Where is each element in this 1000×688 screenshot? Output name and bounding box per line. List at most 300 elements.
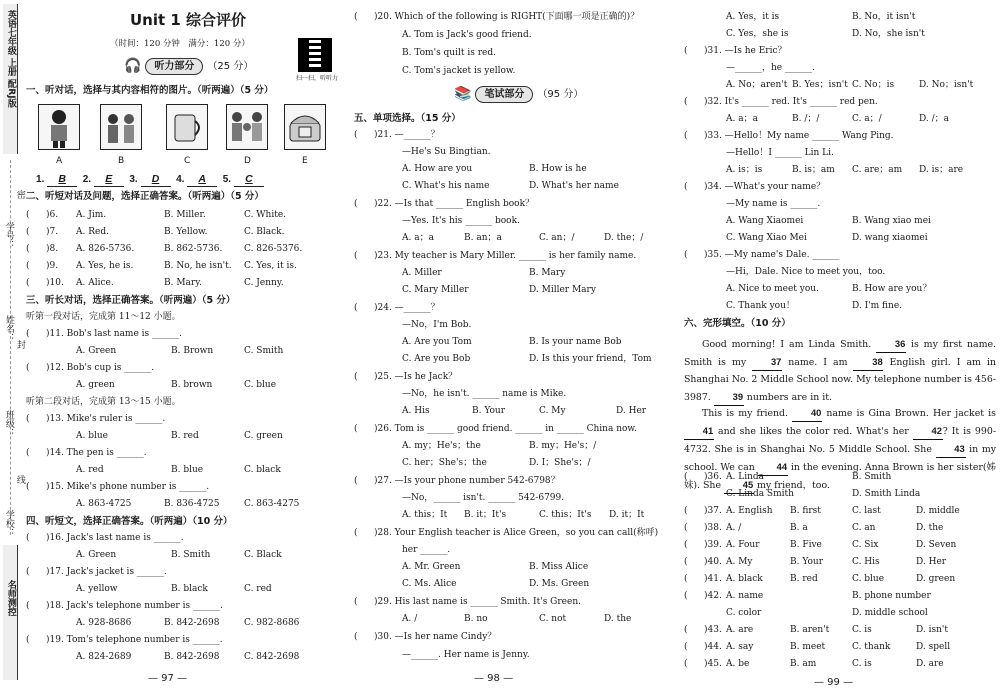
question-9: ( )9. [26, 261, 59, 271]
listening-badge [124, 58, 253, 75]
question-31-reply: —______，he ______. [726, 63, 815, 73]
headphones-icon: 🎧 [124, 57, 142, 74]
question-stem: )27. —Is your phone number 542-6798？ [374, 476, 560, 486]
question-number: )38. [704, 523, 722, 533]
question-number: )7. [46, 227, 59, 237]
option-a[interactable]: A. His [402, 406, 430, 416]
option-d[interactable]: D. is；are [919, 165, 964, 175]
question-37: ( )37. [684, 506, 722, 516]
blank-37[interactable]: 37 [752, 353, 782, 371]
question-40: ( )40. [684, 557, 722, 567]
option-a[interactable]: A. 826-5736. [76, 244, 135, 254]
question-stem: )16. Jack's last name is ______. [46, 533, 184, 543]
option-b[interactable]: B. Smith [171, 550, 211, 560]
page-number: — 98 — [474, 673, 514, 684]
question-stem: )33. —Hello！My name ______ Wang Ping. [704, 131, 894, 141]
option-b[interactable]: B. my；He's；/ [529, 441, 597, 451]
option-c[interactable]: C. 842-2698 [244, 652, 300, 662]
section-2-heading: 二、听短对话及问题，选择正确答案。（听两遍）（5 分） [26, 191, 264, 202]
option-a[interactable]: A. Green [76, 346, 117, 356]
time-line: （时间：120 分钟 满分：120 分） [110, 39, 250, 49]
option-a[interactable]: A. my；He's；the [402, 441, 481, 451]
seal-mark-1: 密 [14, 190, 25, 199]
question-22-reply: —Yes. It's his ______ book. [402, 216, 520, 226]
option-a[interactable]: A. is；is [726, 165, 763, 175]
option-d[interactable]: D. it；It [609, 510, 645, 520]
question-number: )39. [704, 540, 722, 550]
blank-38[interactable]: 38 [853, 353, 883, 371]
question-43: ( )43. [684, 625, 722, 635]
option-b[interactable]: B. Yes；isn't [792, 80, 848, 90]
option-c[interactable]: C. Smith [244, 346, 284, 356]
option-b[interactable]: B. Mary [529, 268, 566, 278]
question-18: ( )18. Jack's telephone number is ______. [26, 601, 223, 611]
question-stem: )28. Your English teacher is Alice Green，so you can call(称呼) [374, 528, 659, 538]
passage-text: ? It is 990-4732. She is in Shanghai No. 5 Middle School. She [684, 426, 996, 455]
option-b[interactable]: B. Miller. [164, 210, 206, 220]
option-a[interactable]: A. black [726, 574, 763, 584]
option-b[interactable]: B. is；am [792, 165, 835, 175]
field-school: 学校： [3, 510, 14, 537]
answer-number-3: 3. [129, 174, 138, 185]
page-number: — 97 — [148, 673, 188, 684]
question-44: ( )44. [684, 642, 722, 652]
blank-45[interactable]: 45 [724, 476, 754, 494]
section-4-heading: 四、听短文，选择正确答案。（听两遍）（10 分） [26, 516, 233, 527]
blank-44[interactable]: 44 [758, 458, 788, 476]
question-stem: )31. —Is he Eric？ [704, 46, 787, 56]
option-d[interactable]: D. I'm fine. [852, 301, 903, 311]
cloze-paragraph-1 [684, 335, 996, 406]
question-25-reply: —No，he isn't. ______ name is Mike. [402, 389, 567, 399]
question-stem: )29. His last name is ______ Smith. It's Green. [374, 597, 581, 607]
option-a[interactable]: A. Mr. Green [402, 562, 461, 572]
page-97 [26, 0, 339, 688]
question-stem: )30. —Is her name Cindy？ [374, 632, 497, 642]
picture-label-c: C [184, 156, 191, 166]
blank-40[interactable]: 40 [792, 404, 822, 422]
option-b[interactable]: B. 836-4725 [164, 499, 220, 509]
option-d[interactable]: D. the；/ [604, 233, 644, 243]
qr-code[interactable] [298, 38, 332, 72]
option-b[interactable]: B. Wang xiao mei [852, 216, 931, 226]
question-28: ( )28. Your English teacher is Alice Green，so you can call(称呼) [354, 528, 659, 538]
option-b[interactable]: B. aren't [790, 625, 830, 635]
option-d[interactable]: D. Seven [916, 540, 957, 550]
question-7: ( )7. [26, 227, 59, 237]
question-35: ( )35. —My name's Dale. ______ [684, 250, 840, 260]
option-b[interactable]: B. an；a [464, 233, 502, 243]
question-number: )40. [704, 557, 722, 567]
option-b[interactable]: B. How are you？ [852, 284, 932, 294]
option-d[interactable]: D. Smith Linda [852, 489, 921, 499]
qr-caption: 扫一扫，听听力 [296, 75, 339, 82]
option-b[interactable]: B. meet [790, 642, 826, 652]
answer-number-4: 4. [176, 174, 185, 185]
option-b[interactable]: B. Smith [852, 472, 892, 482]
option-a[interactable]: A. be [726, 659, 750, 669]
option-a[interactable]: A. / [726, 523, 742, 533]
option-c[interactable]: C. Yes，she is [726, 29, 789, 39]
blank-42[interactable]: 42 [913, 422, 943, 440]
picture-a-boy [38, 104, 80, 150]
option-d[interactable]: D. middle school [852, 608, 928, 618]
answer-4[interactable]: A [187, 174, 217, 187]
option-d[interactable]: D. Is this your friend，Tom [529, 354, 652, 364]
option-c[interactable]: C. Linda Smith [726, 489, 794, 499]
question-11: ( )11. Bob's last name is ______. [26, 329, 182, 339]
question-stem: )20. Which of the following is RIGHT(下面哪一项是正确的)？ [374, 12, 640, 22]
option-b[interactable]: B. red [790, 574, 818, 584]
option-d[interactable]: D. spell [916, 642, 951, 652]
page-98 [354, 0, 674, 688]
option-b[interactable]: B. Tom's quilt is red. [402, 48, 496, 58]
option-c[interactable]: C. Six [852, 540, 879, 550]
writing-label: 笔试部分 [475, 86, 533, 103]
option-c[interactable]: C. blue [244, 380, 277, 390]
option-c[interactable]: C. Black [244, 550, 282, 560]
question-22: ( )22. —Is that ______ English book？ [354, 199, 535, 209]
section-3-heading: 三、听长对话，选择正确答案。（听两遍）（5 分） [26, 295, 236, 306]
option-d[interactable]: D. green [916, 574, 956, 584]
blank-41[interactable]: 41 [684, 422, 714, 440]
page-number: — 99 — [814, 677, 854, 688]
option-c[interactable]: C. What's his name [402, 181, 490, 191]
passage-text: English girl. I am in Shanghai No. 2 Middle School now. My telephone number is 456-3987. [684, 357, 996, 403]
binding-sidebar [0, 0, 25, 688]
option-a[interactable]: A. Green [76, 550, 117, 560]
option-b[interactable]: B. Miss Alice [529, 562, 589, 572]
option-a[interactable]: A. a；a [402, 233, 434, 243]
option-c[interactable]: C. an；/ [539, 233, 575, 243]
question-17: ( )17. Jack's jacket is ______. [26, 567, 167, 577]
passage-text: and she likes the color red. What's her [714, 426, 913, 437]
option-a[interactable]: A. this；It [402, 510, 448, 520]
option-b[interactable]: B. No, he isn't. [164, 261, 232, 271]
option-a[interactable]: A. English [726, 506, 773, 516]
page-title: Unit 1 综合评价 [130, 11, 247, 29]
option-c[interactable]: C. blue [852, 574, 885, 584]
passage-text: name. I am [782, 357, 854, 368]
option-b[interactable]: B. 842-2698 [164, 618, 220, 628]
option-a[interactable]: A. / [402, 614, 418, 624]
option-b[interactable]: B. blue [171, 465, 204, 475]
option-c[interactable]: C. a；/ [852, 114, 882, 124]
option-d[interactable]: D. the [916, 523, 944, 533]
option-b[interactable]: B. Five [790, 540, 822, 550]
option-a[interactable]: A. My [726, 557, 753, 567]
option-b[interactable]: B. am [790, 659, 817, 669]
option-c[interactable]: C. 982-8686 [244, 618, 300, 628]
question-21: ( )21. —______？ [354, 130, 440, 140]
option-b[interactable]: B. /；/ [792, 114, 820, 124]
question-21-reply: —He's Su Bingtian. [402, 147, 491, 157]
option-d[interactable]: D. Miller Mary [529, 285, 596, 295]
question-stem: )15. Mike's phone number is ______. [46, 482, 210, 492]
option-d[interactable]: D. No，she isn't [852, 29, 925, 39]
option-a[interactable]: A. a；a [726, 114, 758, 124]
option-b[interactable]: B. Your [472, 406, 506, 416]
option-c[interactable]: C. is [852, 659, 872, 669]
option-c[interactable]: C. last [852, 506, 881, 516]
question-stem: )32. It's ______ red. It's ______ red pen. [704, 97, 878, 107]
option-a[interactable]: A. Nice to meet you. [726, 284, 819, 294]
question-stem: )11. Bob's last name is ______. [46, 329, 182, 339]
question-12: ( )12. Bob's cup is ______. [26, 363, 155, 373]
question-35-reply: —Hi，Dale. Nice to meet you，too. [726, 267, 886, 277]
question-23: ( )23. My teacher is Mary Miller. ______ is her family name. [354, 251, 637, 261]
option-c[interactable]: C. thank [852, 642, 891, 652]
question-26: ( )26. Tom is ______ good friend. ______ in ______ China now. [354, 424, 637, 434]
question-32: ( )32. It's ______ red. It's ______ red pen. [684, 97, 878, 107]
page-99 [684, 0, 996, 688]
option-c[interactable]: C. Black. [244, 227, 285, 237]
question-14: ( )14. The pen is ______. [26, 448, 147, 458]
option-c[interactable]: C. Are you Bob [402, 354, 471, 364]
question-10: ( )10. [26, 278, 64, 288]
section-3-part-2: 听第二段对话，完成第 13～15 小题。 [26, 397, 181, 407]
book-icon: 📚 [454, 85, 472, 102]
question-stem: )26. Tom is ______ good friend. ______ in ______ China now. [374, 424, 637, 434]
option-c[interactable]: C. red [244, 584, 272, 594]
option-a[interactable]: A. Alice. [76, 278, 114, 288]
question-stem: )18. Jack's telephone number is ______. [46, 601, 223, 611]
option-a[interactable]: A. Wang Xiaomei [726, 216, 804, 226]
book-title: 英语七年级 上册 配RJ版 [5, 10, 16, 108]
option-a[interactable]: A. Jim. [76, 210, 107, 220]
question-41: ( )41. [684, 574, 722, 584]
option-c[interactable]: C. 826-5376. [244, 244, 303, 254]
passage-text: my friend，too. [753, 480, 830, 491]
answer-3[interactable]: D [141, 174, 171, 187]
option-a[interactable]: A. are [726, 625, 754, 635]
question-stem: )34. —What's your name？ [704, 182, 826, 192]
seal-mark-2: 封 [14, 340, 25, 349]
picture-label-a: A [56, 156, 63, 166]
option-c[interactable]: C. her；She's；the [402, 458, 487, 468]
option-a[interactable]: A. Tom is Jack's good friend. [402, 30, 532, 40]
option-d[interactable]: D. I；She's；/ [529, 458, 591, 468]
option-c[interactable]: C. Mary Miller [402, 285, 469, 295]
section-1-heading: 一、听对话，选择与其内容相符的图片。（听两遍）（5 分） [26, 85, 274, 96]
option-c[interactable]: C. 863-4275 [244, 499, 300, 509]
option-a[interactable]: A. 863-4725 [76, 499, 132, 509]
option-a[interactable]: A. red [76, 465, 104, 475]
option-a[interactable]: A. Are you Tom [402, 337, 472, 347]
picture-b-people [100, 104, 142, 150]
question-number: )42. [704, 591, 722, 601]
question-19: ( )19. Tom's telephone number is ______. [26, 635, 223, 645]
option-c[interactable]: C. White. [244, 210, 287, 220]
option-b[interactable]: B. it；It's [464, 510, 507, 520]
question-number: )37. [704, 506, 722, 516]
question-30: ( )30. —Is her name Cindy？ [354, 632, 497, 642]
option-b[interactable]: B. no [464, 614, 488, 624]
option-c[interactable]: C. Tom's jacket is yellow. [402, 66, 516, 76]
question-stem: )19. Tom's telephone number is ______. [46, 635, 223, 645]
question-20: ( )20. Which of the following is RIGHT(下面哪一项是正确的)？ [354, 12, 640, 22]
option-a[interactable]: A. 928-8686 [76, 618, 132, 628]
question-24-reply: —No，I'm Bob. [402, 320, 472, 330]
option-c[interactable]: C. color [726, 608, 762, 618]
seal-mark-3: 线 [14, 475, 25, 484]
question-stem: )17. Jack's jacket is ______. [46, 567, 167, 577]
option-a[interactable]: A. 824-2689 [76, 652, 132, 662]
picture-d-family [226, 104, 268, 150]
option-b[interactable]: B. brown [171, 380, 213, 390]
option-d[interactable]: D. wang xiaomei [852, 233, 928, 243]
question-number: )10. [46, 278, 64, 288]
question-6: ( )6. [26, 210, 59, 220]
blank-36[interactable]: 36 [876, 335, 906, 353]
passage-text: This is my friend. [702, 408, 793, 419]
option-a[interactable]: A. green [76, 380, 115, 390]
question-36: ( )36. [684, 472, 722, 482]
option-b[interactable]: B. No，it isn't [852, 12, 916, 22]
option-a[interactable]: A. Yes，it is [726, 12, 780, 22]
question-39: ( )39. [684, 540, 722, 550]
option-d[interactable]: D. are [916, 659, 944, 669]
option-a[interactable]: A. Linda [726, 472, 764, 482]
option-b[interactable]: B. red [171, 431, 199, 441]
question-31: ( )31. —Is he Eric？ [684, 46, 787, 56]
answer-number-5: 5. [222, 174, 232, 185]
option-b[interactable]: B. black [171, 584, 208, 594]
question-27: ( )27. —Is your phone number 542-6798？ [354, 476, 560, 486]
option-c[interactable]: C. His [852, 557, 880, 567]
option-c[interactable]: C. My [539, 406, 566, 416]
option-c[interactable]: C. is [852, 625, 872, 635]
section-5-heading: 五、单项选择。（15 分） [354, 113, 461, 124]
option-b[interactable]: B. first [790, 506, 821, 516]
option-c[interactable]: C. No；is [852, 80, 895, 90]
option-b[interactable]: B. 862-5736. [164, 244, 223, 254]
passage-text: in my school. We can [684, 444, 997, 473]
option-d[interactable]: D. Ms. Green [529, 579, 590, 589]
option-a[interactable]: A. Four [726, 540, 760, 550]
answer-1[interactable]: B [47, 174, 77, 187]
option-c[interactable]: C. Yes, it is. [244, 261, 297, 271]
option-b[interactable]: B. How is he [529, 164, 587, 174]
answer-5[interactable]: C [234, 174, 264, 187]
question-number: )45. [704, 659, 722, 669]
passage-text: Good morning! I am Linda Smith. [702, 339, 877, 350]
question-number: )43. [704, 625, 722, 635]
question-number: )6. [46, 210, 59, 220]
option-d[interactable]: D. What's her name [529, 181, 619, 191]
picture-label-d: D [244, 156, 251, 166]
blank-43[interactable]: 43 [936, 440, 966, 458]
question-34: ( )34. —What's your name？ [684, 182, 826, 192]
question-8: ( )8. [26, 244, 59, 254]
option-c[interactable]: C. green [244, 431, 283, 441]
option-a[interactable]: A. yellow [76, 584, 118, 594]
question-29: ( )29. His last name is ______ Smith. It's Green. [354, 597, 581, 607]
question-stem: )35. —My name's Dale. ______ [704, 250, 840, 260]
question-30-reply: —______. Her name is Jenny. [402, 650, 530, 660]
question-stem: )24. —______？ [374, 303, 440, 313]
picture-e-telephone [284, 104, 326, 150]
question-15: ( )15. Mike's phone number is ______. [26, 482, 210, 492]
option-d[interactable]: D. Her [616, 406, 647, 416]
option-c[interactable]: C. an [852, 523, 876, 533]
option-d[interactable]: D. Her [916, 557, 947, 567]
option-c[interactable]: C. Wang Xiao Mei [726, 233, 807, 243]
answer-number-1: 1. [36, 174, 45, 185]
question-number: )44. [704, 642, 722, 652]
option-a[interactable]: A. say [726, 642, 754, 652]
question-33-reply: —Hello！I ______ Lin Li. [726, 148, 834, 158]
option-a[interactable]: A. name [726, 591, 764, 601]
option-d[interactable]: D. isn't [916, 625, 949, 635]
writing-badge [454, 86, 583, 103]
option-b[interactable]: B. phone number [852, 591, 931, 601]
picture-label-e: E [302, 156, 308, 166]
option-d[interactable]: D. middle [916, 506, 960, 516]
question-16: ( )16. Jack's last name is ______. [26, 533, 184, 543]
question-stem: )12. Bob's cup is ______. [46, 363, 155, 373]
option-d[interactable]: D. /；a [919, 114, 950, 124]
passage-text: name is Gina Brown. Her jacket is [822, 408, 996, 419]
question-34-reply: —My name is ______. [726, 199, 821, 209]
option-a[interactable]: A. Red. [76, 227, 109, 237]
option-b[interactable]: B. Is your name Bob [529, 337, 622, 347]
field-student-id: 学号： [3, 222, 14, 249]
passage-text: numbers are in it. [743, 392, 832, 403]
blank-39[interactable]: 39 [714, 388, 744, 406]
answer-2[interactable]: E [94, 174, 124, 187]
option-d[interactable]: D. the [604, 614, 632, 624]
option-d[interactable]: D. No；isn't [919, 80, 974, 90]
option-a[interactable]: A. blue [76, 431, 108, 441]
option-b[interactable]: B. a [790, 523, 808, 533]
question-45: ( )45. [684, 659, 722, 669]
writing-score: （95 分） [537, 89, 584, 100]
option-c[interactable]: C. not [539, 614, 567, 624]
option-b[interactable]: B. Yellow. [164, 227, 208, 237]
question-25: ( )25. —Is he Jack？ [354, 372, 458, 382]
option-c[interactable]: C. black [244, 465, 281, 475]
question-27-reply: —No，______ isn't. ______ 542-6799. [402, 493, 565, 503]
section-1-answers [36, 174, 264, 187]
question-stem: )25. —Is he Jack？ [374, 372, 458, 382]
field-name: 姓名： [3, 315, 14, 342]
option-c[interactable]: C. this；It's [539, 510, 592, 520]
option-b[interactable]: B. Mary. [164, 278, 202, 288]
question-13: ( )13. Mike's ruler is ______. [26, 414, 166, 424]
option-c[interactable]: C. Thank you！ [726, 301, 795, 311]
option-b[interactable]: B. Brown [171, 346, 214, 356]
option-b[interactable]: B. 842-2698 [164, 652, 220, 662]
passage-text: in the evening. Anna Brown is her sister(姊妹). She [684, 462, 996, 491]
option-c[interactable]: C. Ms. Alice [402, 579, 457, 589]
field-class: 班级： [3, 410, 14, 437]
option-c[interactable]: C. Jenny. [244, 278, 284, 288]
option-a[interactable]: A. Miller [402, 268, 442, 278]
question-number: )8. [46, 244, 59, 254]
listening-label: 听力部分 [145, 58, 203, 75]
question-33: ( )33. —Hello！My name ______ Wang Ping. [684, 131, 894, 141]
question-stem: )21. —______？ [374, 130, 440, 140]
option-b[interactable]: B. Your [790, 557, 824, 567]
question-28-continued: her ______. [402, 545, 451, 555]
option-a[interactable]: A. How are you [402, 164, 473, 174]
question-number: )41. [704, 574, 722, 584]
picture-label-b: B [118, 156, 125, 166]
option-c[interactable]: C. are；am [852, 165, 903, 175]
option-a[interactable]: A. No；aren't [726, 80, 788, 90]
option-a[interactable]: A. Yes, he is. [76, 261, 134, 271]
